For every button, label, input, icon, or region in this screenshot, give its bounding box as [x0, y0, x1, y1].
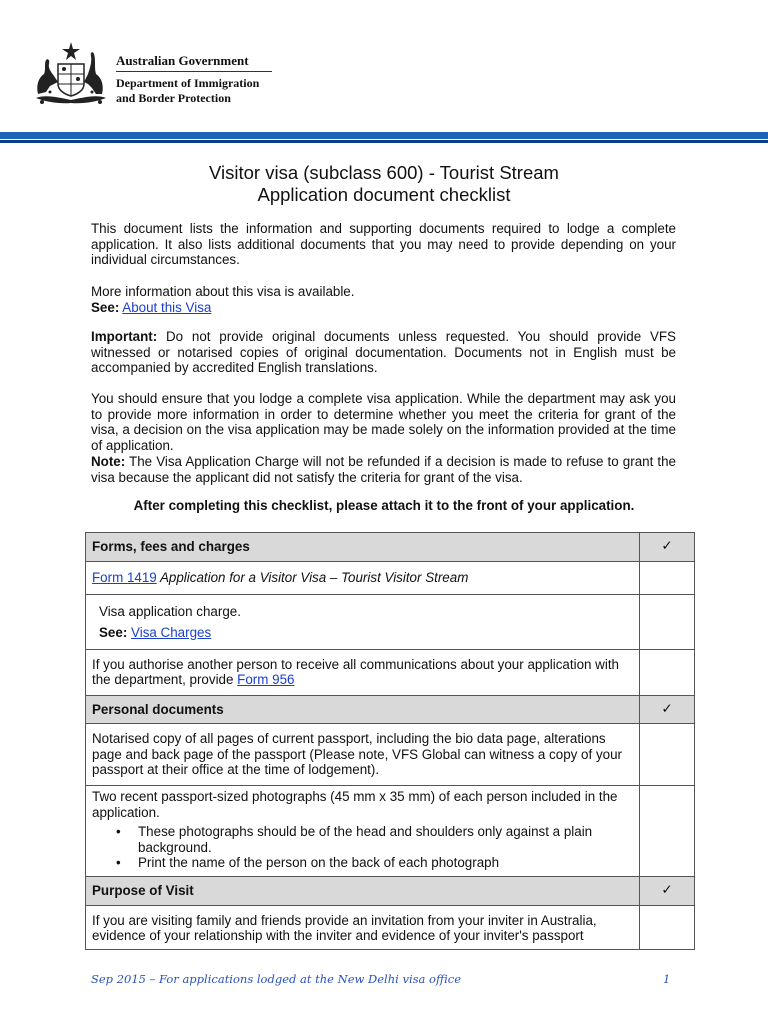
- checklist-item: [86, 649, 640, 695]
- footer-text: Sep 2015 – For applications lodged at the New Delhi visa office: [91, 972, 462, 986]
- list-item: • These photographs should be of the head and shoulders only against a plain background.: [92, 824, 633, 855]
- form-956-link[interactable]: Form 956: [237, 672, 295, 687]
- checklist-row: [86, 594, 695, 649]
- checklist-row: [86, 786, 695, 877]
- checkbox-cell[interactable]: [640, 561, 695, 594]
- document-title: Visitor visa (subclass 600) - Tourist Stream: [209, 162, 559, 183]
- checklist-row: [86, 724, 695, 786]
- form-1419-link[interactable]: Form 1419: [92, 569, 157, 585]
- tick-column-icon: ✓: [640, 695, 695, 724]
- visa-charges-link[interactable]: Visa Charges: [131, 624, 212, 640]
- checklist-item: [86, 561, 640, 594]
- more-info-paragraph: [91, 284, 676, 315]
- form-1419-description: Application for a Visitor Visa – Tourist Visitor Stream: [156, 569, 469, 585]
- checkbox-cell[interactable]: [640, 724, 695, 786]
- list-item: • Print the name of the person on the back of each photograph: [92, 855, 633, 871]
- important-text: Do not provide original documents unless requested. You should provide VFS witnessed or notarised copies of original documentation. Documents not in English must be accompanied by accredited English translations.: [91, 329, 676, 376]
- document-checklist-table: [85, 532, 695, 950]
- tick-column-icon: ✓: [640, 533, 695, 562]
- photos-text: Two recent passport-sized photographs (45 mm x 35 mm) of each person included in the application.: [92, 789, 618, 820]
- checkbox-cell[interactable]: [640, 786, 695, 877]
- about-this-visa-link[interactable]: About this Visa: [122, 299, 212, 315]
- photos-bullet-list: [92, 824, 633, 871]
- checklist-item: [86, 594, 640, 649]
- note-label: Note:: [91, 453, 126, 469]
- ensure-paragraph: [91, 391, 676, 485]
- visa-charge-text: Visa application charge.: [99, 603, 241, 619]
- checklist-row: [86, 905, 695, 949]
- checklist-item: If you are visiting family and friends provide an invitation from your inviter in Australia, evidence of your relationship with the inviter and evidence of your inviter's passport: [86, 905, 640, 949]
- checkbox-cell[interactable]: [640, 905, 695, 949]
- document-header: [0, 0, 768, 140]
- intro-paragraph: This document lists the information and supporting documents required to lodge a complete application. It also lists additional documents that you may need to provide depending on your individual circumstances.: [91, 221, 676, 268]
- see-line: [91, 300, 676, 316]
- note-text: The Visa Application Charge will not be refunded if a decision is made to refuse to grant the visa because the applicant did not satisfy the criteria for grant of the visa.: [91, 453, 676, 485]
- checklist-row: [86, 649, 695, 695]
- checklist-item: [86, 786, 640, 877]
- section-row-purpose: [86, 877, 695, 906]
- department-name-line1: Department of Immigration: [116, 76, 260, 90]
- header-banner-stripe-dark: [0, 140, 768, 143]
- section-row-personal: [86, 695, 695, 724]
- checkbox-cell[interactable]: [640, 649, 695, 695]
- government-name: Australian Government: [116, 53, 249, 68]
- ensure-text: You should ensure that you lodge a complete visa application. While the department may ask you to provide more information in order to determine whether you meet the criteria for grant of the visa, a decision on the visa application may be made solely on the information provided at the time of application.: [91, 391, 676, 454]
- note-line: [91, 454, 676, 485]
- page-number: 1: [663, 972, 671, 986]
- section-row-forms: [86, 533, 695, 562]
- section-heading: Purpose of Visit: [86, 877, 640, 906]
- coat-of-arms-logo: [32, 36, 110, 108]
- see-line: [99, 622, 633, 643]
- section-heading: Personal documents: [86, 695, 640, 724]
- department-name-line2: and Border Protection: [116, 91, 231, 105]
- header-banner-stripe: [0, 132, 768, 139]
- important-label: Important:: [91, 329, 158, 344]
- see-label: See:: [99, 624, 128, 640]
- attach-instruction: After completing this checklist, please attach it to the front of your application.: [133, 498, 635, 513]
- tick-column-icon: ✓: [640, 877, 695, 906]
- checklist-row: [86, 561, 695, 594]
- document-subtitle: Application document checklist: [257, 184, 511, 205]
- more-info-text: More information about this visa is available.: [91, 284, 355, 299]
- authorise-text: If you authorise another person to receive all communications about your application with the department, provide: [92, 656, 619, 687]
- section-heading: Forms, fees and charges: [86, 533, 640, 562]
- checklist-item: Notarised copy of all pages of current passport, including the bio data page, alterations page and back page of the passport (Please note, VFS Global can witness a copy of your passport at their office at the time of lodgement).: [86, 724, 640, 786]
- checkbox-cell[interactable]: [640, 594, 695, 649]
- important-paragraph: [91, 329, 676, 376]
- see-label: See:: [91, 299, 120, 315]
- header-rule: [116, 71, 272, 72]
